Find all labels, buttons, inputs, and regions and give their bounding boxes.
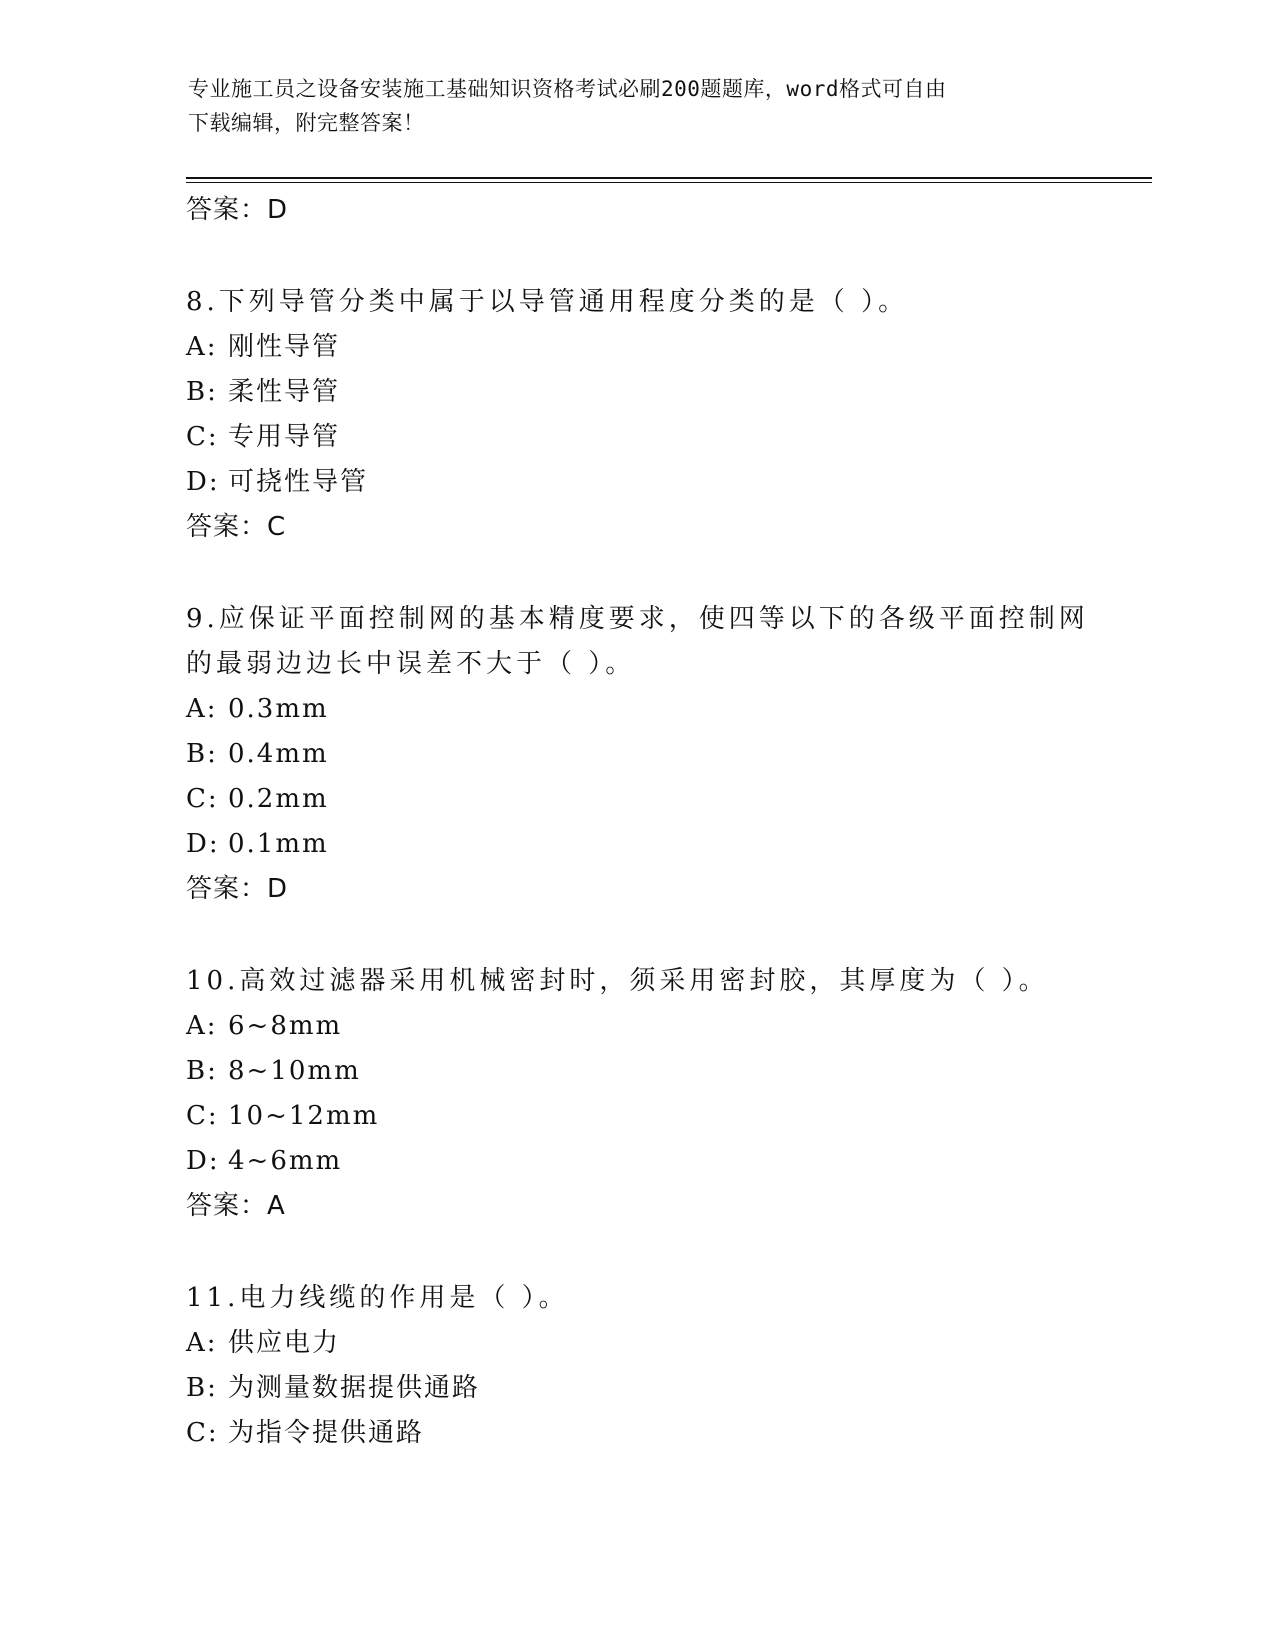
option-text: 为指令提供通路 [228, 1418, 425, 1448]
answer-line: 答案：A [186, 1191, 286, 1221]
option-letter: D: [186, 829, 220, 859]
option-letter: B: [186, 377, 218, 407]
answer-line: 答案：D [186, 874, 289, 904]
option-text: 4~6mm [228, 1146, 343, 1176]
document-body [186, 188, 1089, 1456]
question-stem [186, 1276, 1086, 1321]
question-stem-line: 11.电力线缆的作用是（ ）。 [186, 1283, 569, 1313]
header-divider-thin [186, 182, 1152, 183]
option-text: 0.3mm [228, 694, 329, 724]
option-c [186, 777, 1086, 822]
option-c [186, 415, 1086, 460]
question-stem [186, 959, 1086, 1004]
option-letter: A: [186, 332, 218, 362]
option-text: 柔性导管 [228, 377, 341, 407]
question-stem-line: 10.高效过滤器采用机械密封时，须采用密封胶，其厚度为（ ）。 [186, 966, 1049, 996]
option-text: 0.4mm [228, 739, 329, 769]
header-divider-thick [186, 177, 1152, 179]
option-letter: A: [186, 694, 218, 724]
option-text: 0.2mm [228, 784, 329, 814]
option-text: 0.1mm [228, 829, 329, 859]
header-line-2: 下载编辑，附完整答案！ [188, 111, 425, 135]
answer-line: 答案：D [186, 195, 289, 225]
question-stem-line: 的最弱边边长中误差不大于（ ）。 [186, 649, 636, 679]
option-text: 6~8mm [228, 1011, 343, 1041]
question-stem-line: 8.下列导管分类中属于以导管通用程度分类的是（ ）。 [186, 287, 909, 317]
option-text: 8~10mm [228, 1056, 361, 1086]
question-block [186, 959, 1086, 1229]
option-letter: A: [186, 1328, 218, 1358]
option-c [186, 1094, 1086, 1139]
question-stem [186, 280, 1086, 325]
option-letter: C: [186, 1418, 219, 1448]
option-letter: C: [186, 784, 219, 814]
option-text: 可挠性导管 [228, 467, 369, 497]
option-b [186, 370, 1086, 415]
option-a [186, 687, 1086, 732]
question-stem-line: 9.应保证平面控制网的基本精度要求，使四等以下的各级平面控制网 [186, 604, 1089, 634]
option-letter: C: [186, 1101, 219, 1131]
option-letter: D: [186, 1146, 220, 1176]
question-stem [186, 597, 1089, 687]
option-letter: C: [186, 422, 219, 452]
option-a [186, 1321, 1086, 1366]
option-letter: A: [186, 1011, 218, 1041]
option-d [186, 822, 1086, 867]
option-d [186, 460, 1086, 505]
option-text: 10~12mm [228, 1101, 380, 1131]
option-text: 供应电力 [228, 1328, 341, 1358]
option-c [186, 1411, 1086, 1456]
answer-line: 答案：C [186, 512, 287, 542]
option-letter: D: [186, 467, 220, 497]
option-d [186, 1139, 1086, 1184]
option-text: 刚性导管 [228, 332, 341, 362]
option-letter: B: [186, 1373, 218, 1403]
option-a [186, 1004, 1086, 1049]
option-b [186, 1366, 1086, 1411]
option-text: 专用导管 [228, 422, 341, 452]
option-letter: B: [186, 739, 218, 769]
option-a [186, 325, 1086, 370]
header-line-1: 专业施工员之设备安装施工基础知识资格考试必刷200题题库，word格式可自由 [188, 77, 947, 101]
question-block [186, 280, 1086, 550]
question-block [186, 1276, 1086, 1456]
option-b [186, 732, 1086, 777]
option-b [186, 1049, 1086, 1094]
page-header [188, 72, 1088, 140]
option-text: 为测量数据提供通路 [228, 1373, 481, 1403]
question-block [186, 597, 1089, 912]
option-letter: B: [186, 1056, 218, 1086]
